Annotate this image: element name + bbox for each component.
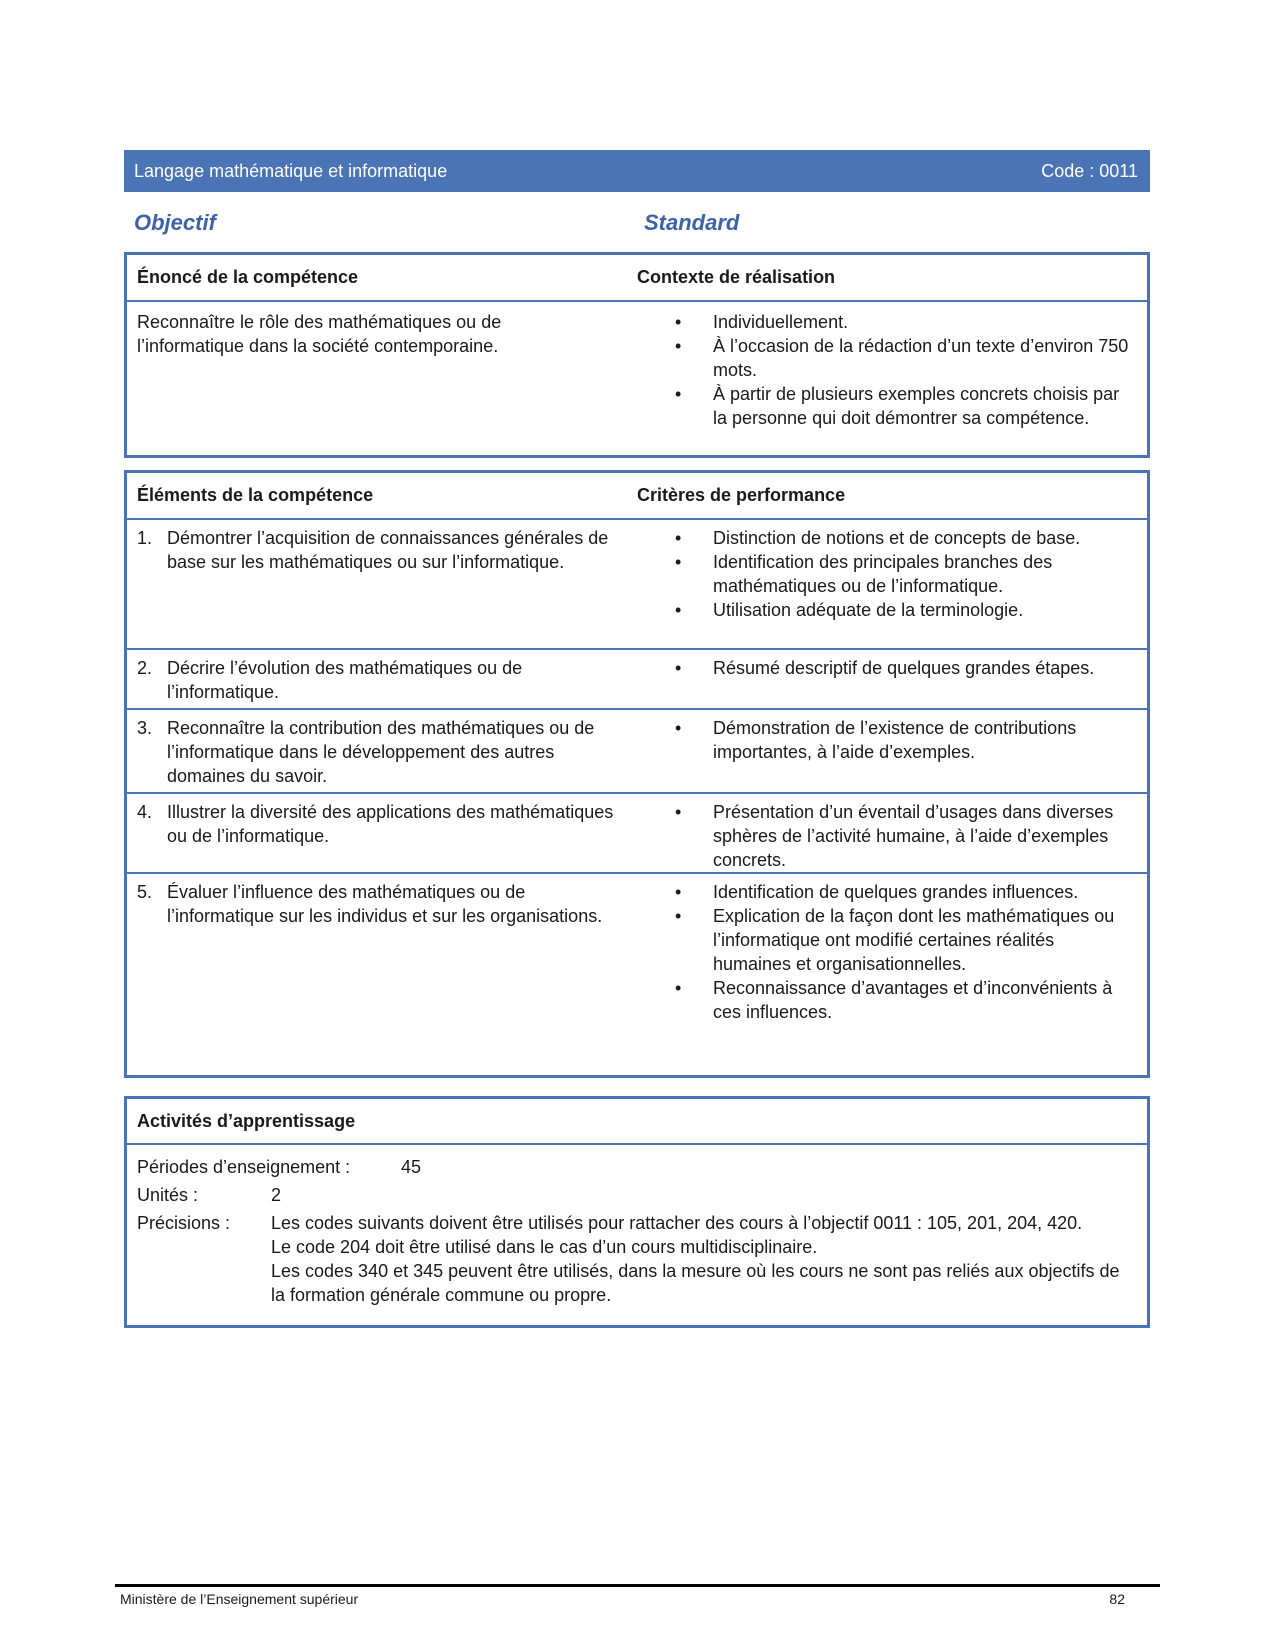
element-number: 5. <box>137 882 153 902</box>
precisions-block <box>137 1211 1137 1307</box>
periodes-line <box>137 1155 1137 1179</box>
unites-line <box>137 1183 1137 1207</box>
criteria-item: • Présentation d’un éventail d’usages dans diverses sphères de l’activité humaine, à l’aide d’exemples concrets. <box>637 800 1137 872</box>
criteria-item: • Explication de la façon dont les mathématiques ou l’informatique ont modifié certaines réalités humaines et organisationnelles. <box>637 904 1137 976</box>
precision-item: Les codes suivants doivent être utilisés pour rattacher des cours à l’objectif 0011 : 105, 201, 204, 420. <box>271 1213 1083 1233</box>
element-number: 4. <box>137 802 153 822</box>
criteria-item: • Identification des principales branches des mathématiques ou de l’informatique. <box>637 550 1137 598</box>
contexte-item: • À partir de plusieurs exemples concrets choisis par la personne qui doit démontrer sa compétence. <box>637 382 1137 430</box>
competence-row <box>127 302 1147 430</box>
element-number: 2. <box>137 658 153 678</box>
element-number: 1. <box>137 528 153 548</box>
header-title: Langage mathématique et informatique <box>134 160 448 181</box>
page-footer <box>120 1591 1125 1607</box>
enonce-line: l’informatique dans la société contemporaine. <box>137 336 499 356</box>
standard-heading: Standard <box>644 210 740 235</box>
contexte-item: • Individuellement. <box>637 310 1137 334</box>
criteria-list <box>637 716 1147 792</box>
precisions-label: Précisions : <box>137 1213 231 1233</box>
element-row <box>127 708 1147 792</box>
page-number: 82 <box>1109 1591 1125 1607</box>
element-item <box>127 716 637 792</box>
competence-panel <box>124 252 1150 458</box>
competence-panel-header <box>127 255 1147 302</box>
unites-label: Unités : <box>137 1185 199 1205</box>
enonce-text <box>127 310 637 430</box>
criteria-list <box>637 880 1147 1024</box>
criteres-label: Critères de performance <box>637 485 846 505</box>
criteria-item: • Utilisation adéquate de la terminologie. <box>637 598 1137 622</box>
footer-divider <box>115 1584 1160 1587</box>
activities-panel-header <box>127 1099 1147 1145</box>
criteria-item: • Démonstration de l’existence de contributions importantes, à l’aide d’exemples. <box>637 716 1137 764</box>
activities-panel <box>124 1096 1150 1328</box>
elements-panel-header <box>127 473 1147 520</box>
element-item <box>127 656 637 708</box>
footer-ministry: Ministère de l’Enseignement supérieur <box>120 1591 359 1607</box>
element-item <box>127 526 637 648</box>
activities-body <box>127 1145 1147 1317</box>
criteria-item: • Distinction de notions et de concepts de base. <box>637 526 1137 550</box>
criteria-item: • Reconnaissance d’avantages et d’inconvénients à ces influences. <box>637 976 1137 1024</box>
header-code: Code : 0011 <box>1041 160 1138 181</box>
contexte-label: Contexte de réalisation <box>637 267 836 287</box>
elements-panel <box>124 470 1150 1078</box>
precision-item: Le code 204 doit être utilisé dans le cas d’un cours multidisciplinaire. <box>271 1237 818 1257</box>
precisions-list <box>271 1211 1137 1307</box>
criteria-list <box>637 800 1147 872</box>
element-row <box>127 648 1147 708</box>
element-row <box>127 872 1147 1024</box>
criteria-list <box>637 526 1147 648</box>
element-text: Décrire l’évolution des mathématiques ou de l’informatique. <box>167 658 523 702</box>
element-item <box>127 880 637 1024</box>
periodes-label: Périodes d’enseignement : <box>137 1157 351 1177</box>
criteria-item: • Résumé descriptif de quelques grandes étapes. <box>637 656 1137 680</box>
element-text: Illustrer la diversité des applications des mathématiques ou de l’informatique. <box>167 802 614 846</box>
objective-heading: Objectif <box>134 210 216 235</box>
elements-label: Éléments de la compétence <box>137 485 374 505</box>
activities-title: Activités d’apprentissage <box>137 1110 356 1131</box>
periodes-value: 45 <box>401 1157 422 1177</box>
element-text: Reconnaître la contribution des mathématiques ou de l’informatique dans le développement des autres domaines du savoir. <box>167 718 595 786</box>
element-number: 3. <box>137 718 153 738</box>
element-text: Démontrer l’acquisition de connaissances générales de base sur les mathématiques ou sur l’informatique. <box>167 528 609 572</box>
unites-value: 2 <box>271 1185 282 1205</box>
element-text: Évaluer l’influence des mathématiques ou de l’informatique sur les individus et sur les organisations. <box>167 882 603 926</box>
header-bar <box>124 150 1150 192</box>
precision-item: Les codes 340 et 345 peuvent être utilisés, dans la mesure où les cours ne sont pas reliés aux objectifs de la formation générale commune ou propre. <box>271 1261 1120 1305</box>
criteria-item: • Identification de quelques grandes influences. <box>637 880 1137 904</box>
criteria-list <box>637 656 1147 708</box>
contexte-item: • À l’occasion de la rédaction d’un texte d’environ 750 mots. <box>637 334 1137 382</box>
enonce-label: Énoncé de la compétence <box>137 267 359 287</box>
element-row <box>127 792 1147 872</box>
element-item <box>127 800 637 872</box>
contexte-list <box>637 310 1147 430</box>
element-row <box>127 520 1147 648</box>
enonce-line: Reconnaître le rôle des mathématiques ou de <box>137 312 502 332</box>
